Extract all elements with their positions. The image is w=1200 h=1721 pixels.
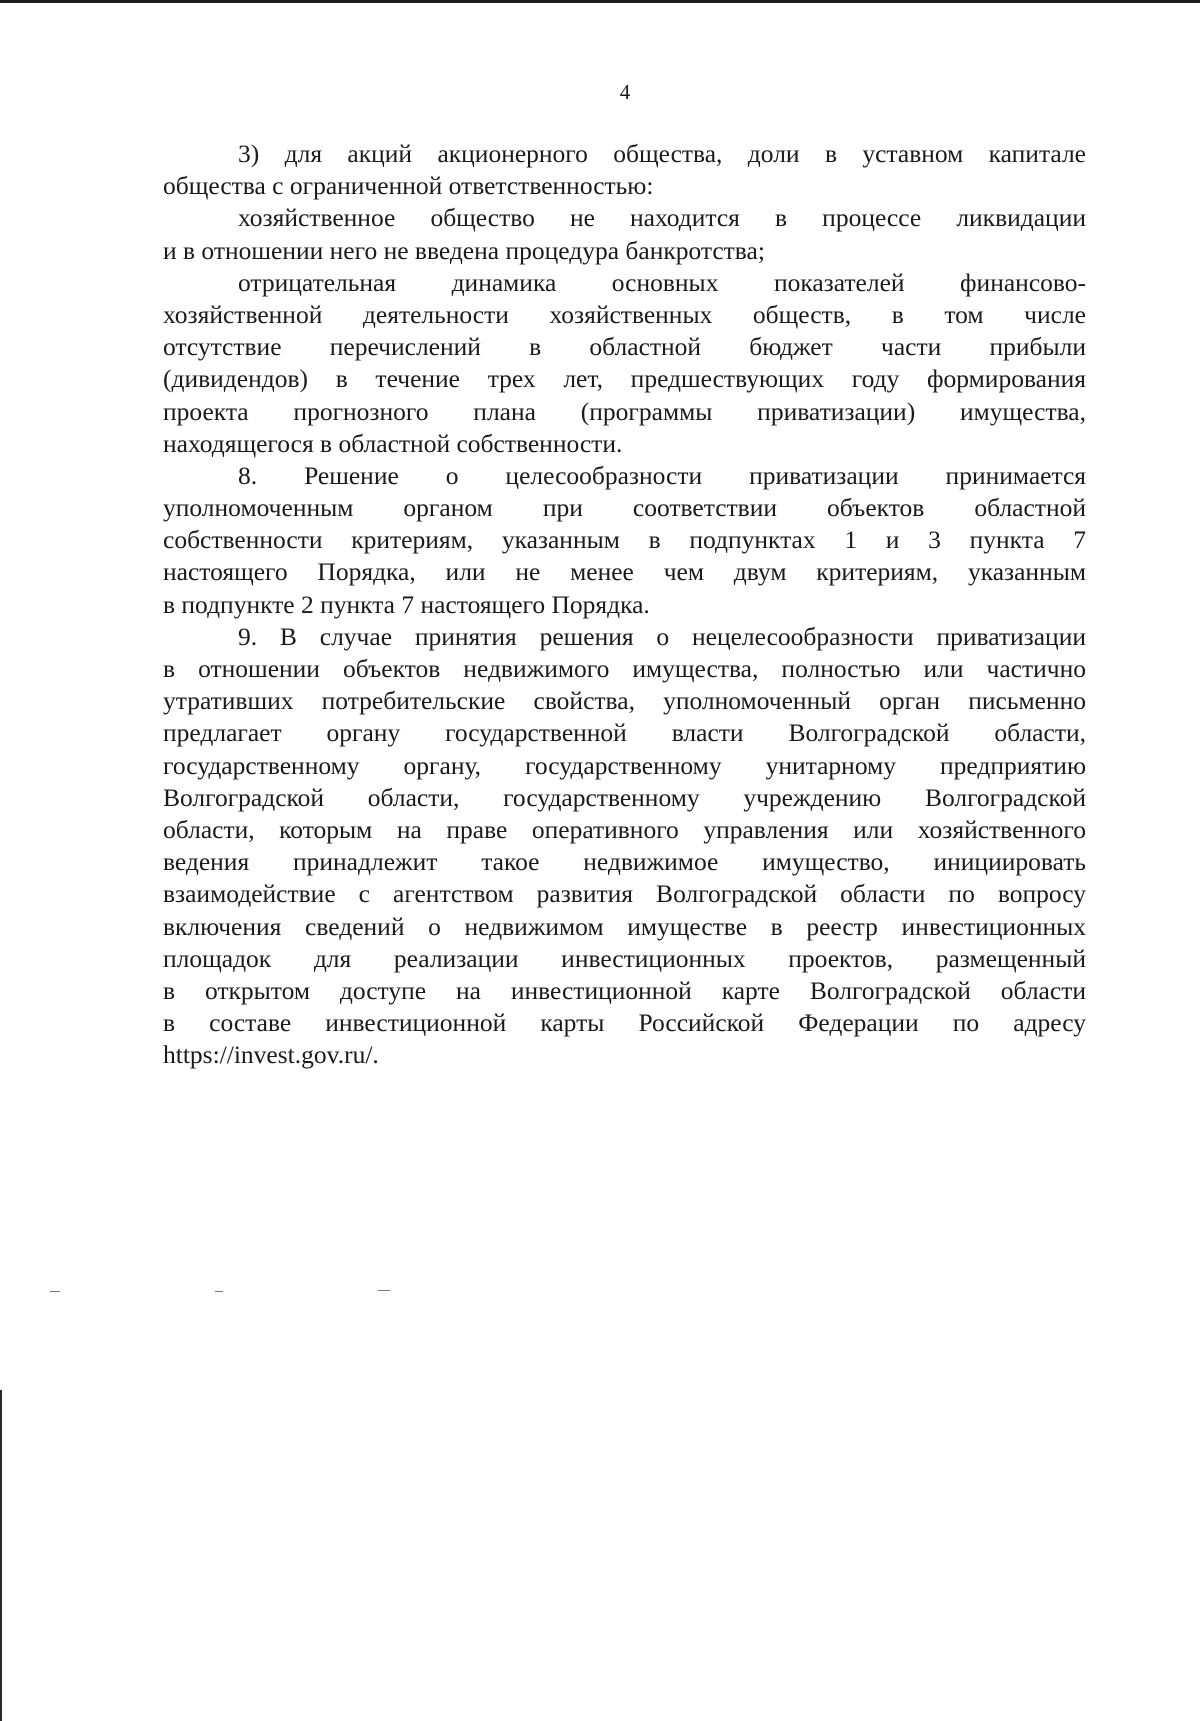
text-line: (дивидендов) в течение трех лет, предшествующих году формирования [163, 364, 1086, 394]
text-line: в открытом доступе на инвестиционной карте Волгоградской области [163, 975, 1086, 1005]
scan-speck [50, 1291, 60, 1292]
text-line: ведения принадлежит такое недвижимое имущество, инициировать [163, 847, 1086, 877]
scan-speck [215, 1291, 223, 1292]
text-line: 9. В случае принятия решения о нецелесообразности приватизации [238, 621, 1086, 651]
text-line: государственному органу, государственному унитарному предприятию [163, 750, 1086, 780]
text-line: площадок для реализации инвестиционных проектов, размещенный [163, 943, 1086, 973]
text-line: общества с ограниченной ответственностью: [163, 171, 654, 201]
text-line: предлагает органу государственной власти Волгоградской области, [163, 718, 1086, 748]
document-body [163, 138, 1086, 1071]
page-number: 4 [619, 80, 631, 104]
text-line: и в отношении него не введена процедура банкротства; [163, 235, 765, 265]
text-line: в подпункте 2 пункта 7 настоящего Порядка. [163, 589, 650, 619]
text-line: уполномоченным органом при соответствии объектов областной [163, 493, 1086, 523]
text-line: отрицательная динамика основных показателей финансово- [238, 267, 1086, 297]
text-line: хозяйственное общество не находится в процессе ликвидации [238, 203, 1086, 233]
scan-border-left [0, 1390, 2, 1721]
text-line: отсутствие перечислений в областной бюджет части прибыли [163, 332, 1086, 362]
text-line: области, которым на праве оперативного управления или хозяйственного [163, 814, 1086, 844]
text-line: взаимодействие с агентством развития Волгоградской области по вопросу [163, 879, 1086, 909]
scan-border-top [0, 0, 1200, 3]
text-line: 3) для акций акционерного общества, доли в уставном капитале [238, 139, 1086, 168]
text-line: настоящего Порядка, или не менее чем двум критериям, указанным [163, 557, 1086, 587]
text-line: проекта прогнозного плана (программы приватизации) имущества, [163, 396, 1086, 426]
text-line: хозяйственной деятельности хозяйственных обществ, в том числе [163, 299, 1086, 329]
text-line: включения сведений о недвижимом имуществе в реестр инвестиционных [163, 911, 1086, 941]
text-line: Волгоградской области, государственному учреждению Волгоградской [163, 782, 1086, 812]
text-line: находящегося в областной собственности. [163, 428, 623, 458]
text-line: 8. Решение о целесообразности приватизации принимается [238, 460, 1086, 490]
text-line: в составе инвестиционной карты Российской Федерации по адресу [163, 1008, 1086, 1038]
scan-speck [378, 1290, 390, 1291]
text-line: собственности критериям, указанным в подпунктах 1 и 3 пункта 7 [163, 525, 1086, 555]
text-line: в отношении объектов недвижимого имущества, полностью или частично [163, 654, 1086, 683]
text-line: утративших потребительские свойства, уполномоченный орган письменно [163, 686, 1086, 716]
text-line: https://invest.gov.ru/. [163, 1040, 379, 1070]
